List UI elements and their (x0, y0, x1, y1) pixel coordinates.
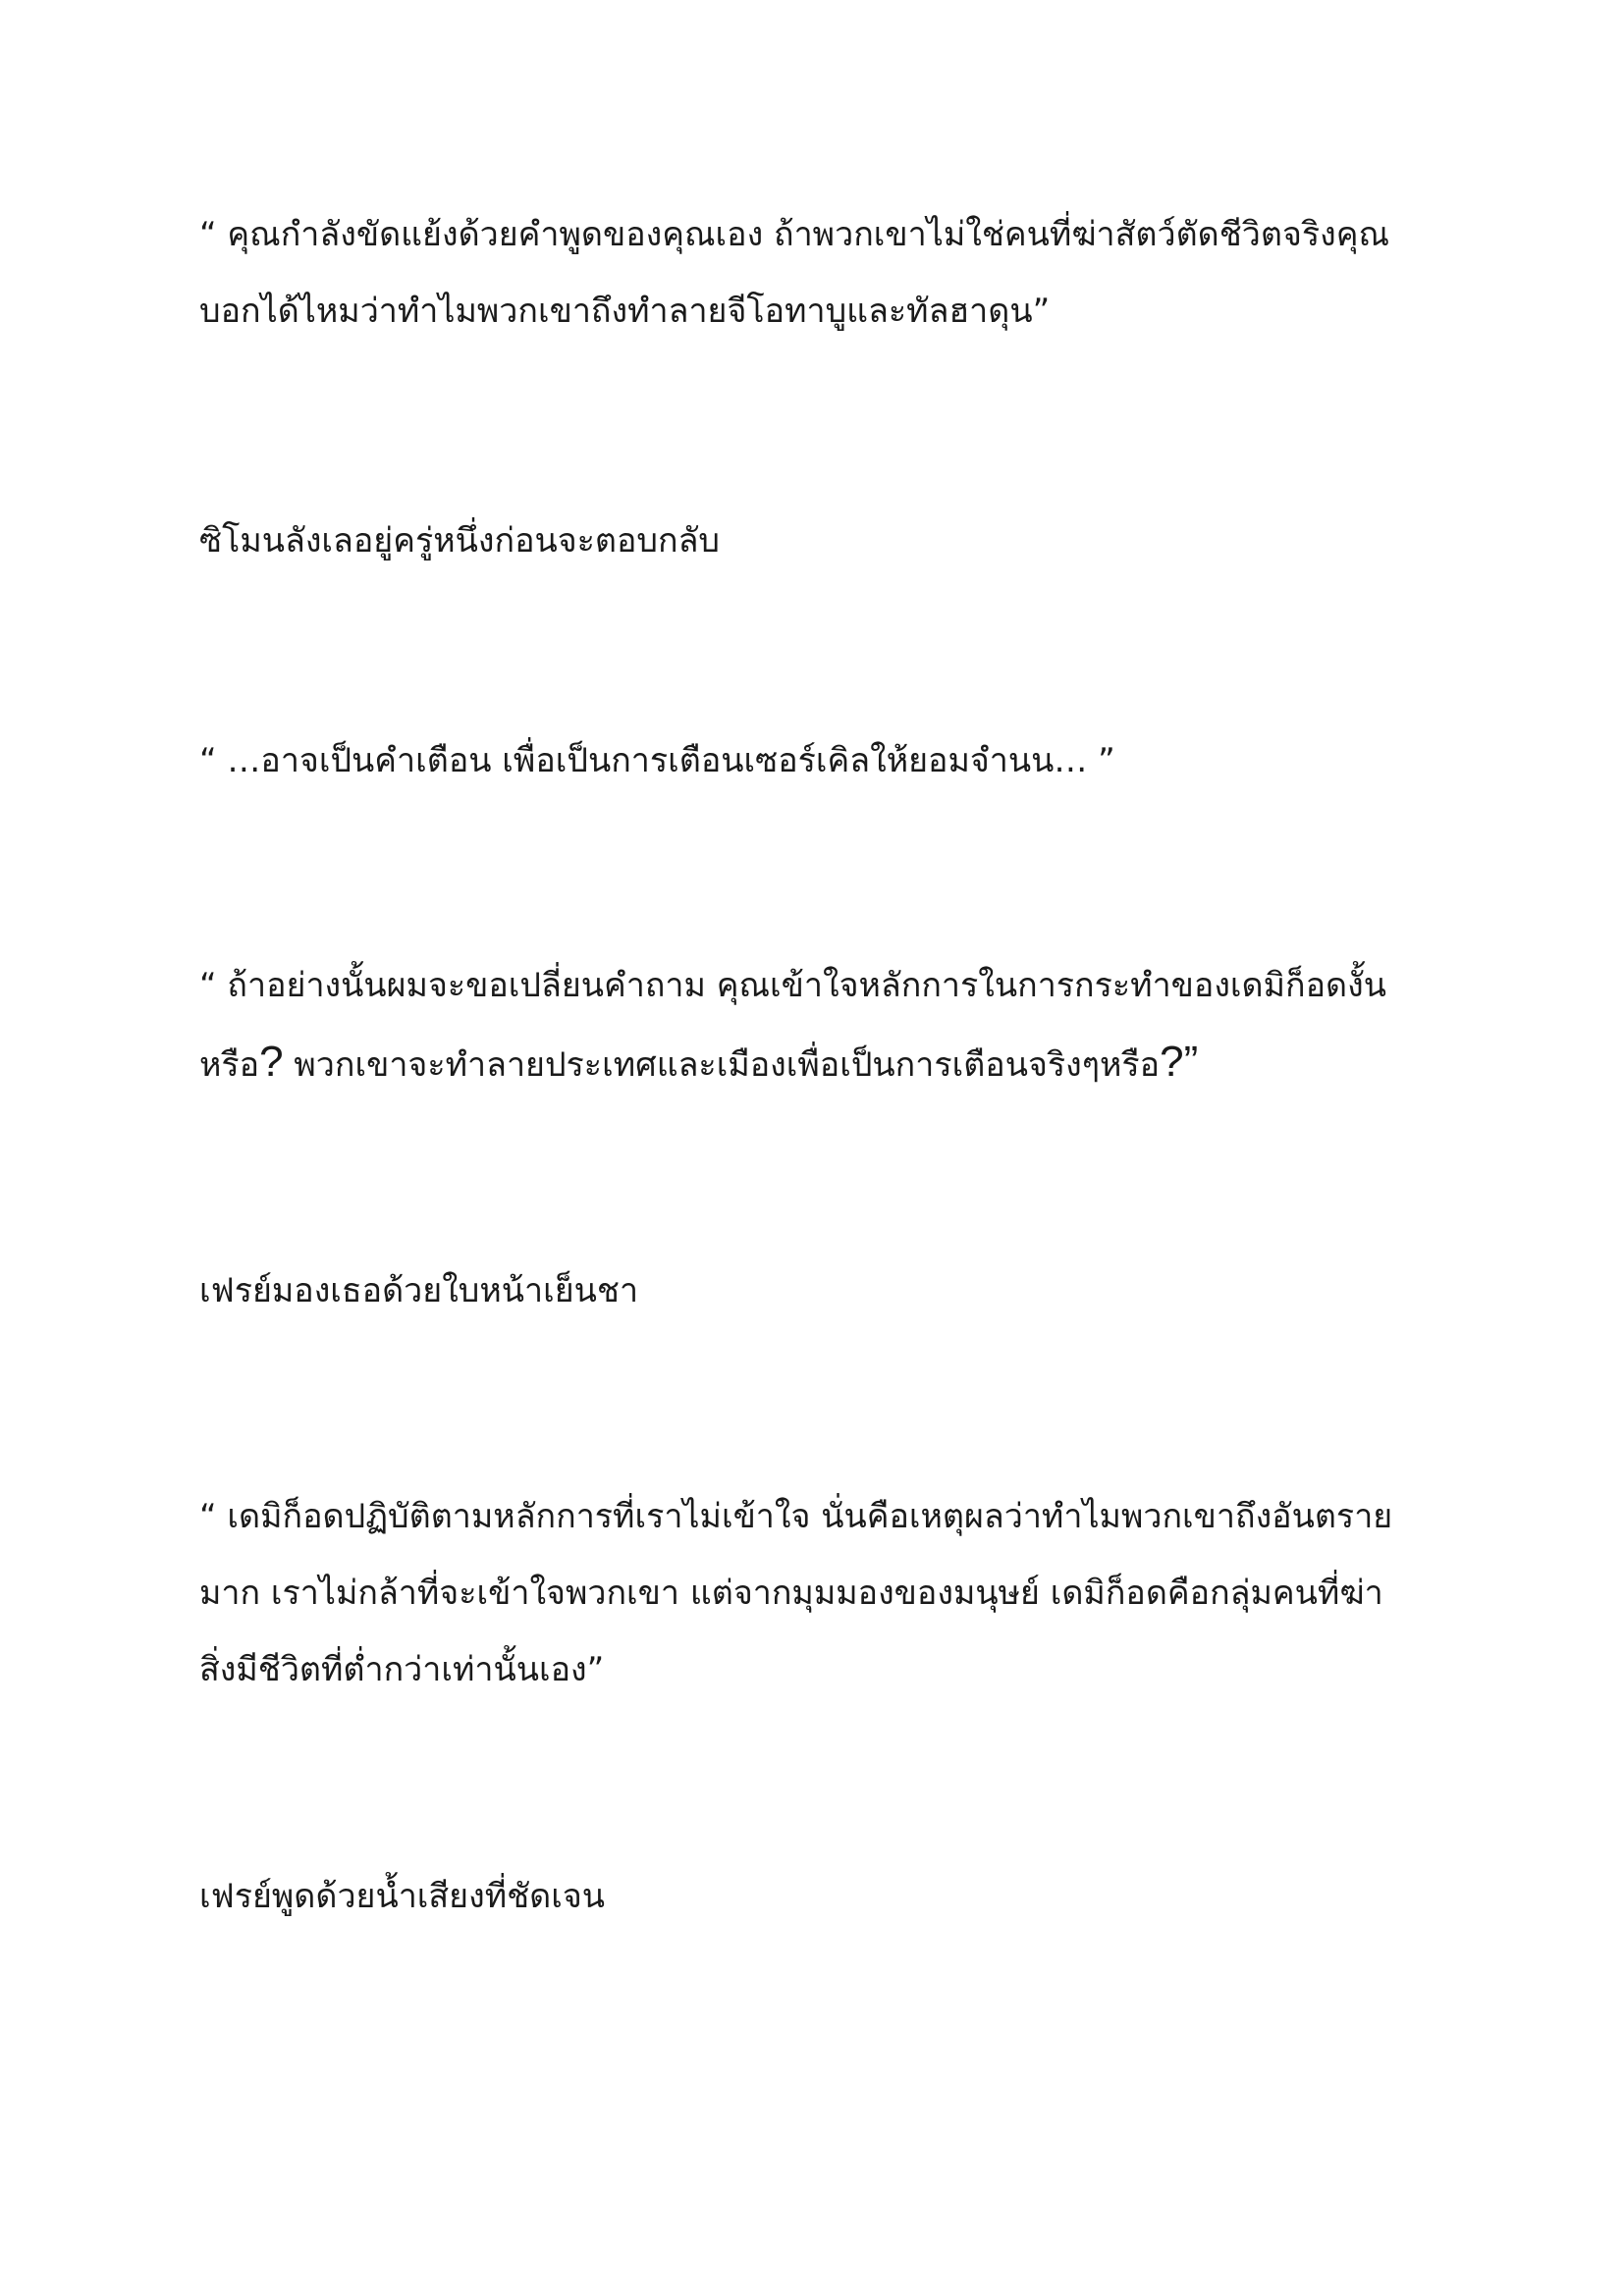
text-line: มาก เราไม่กล้าที่จะเข้าใจพวกเขา แต่จากมุมมองของมนุษย์ เดมิก็อดคือกลุ่มคนที่ฆ่า (199, 1574, 1383, 1613)
paragraph-narration-frey-speaks (199, 1858, 1436, 1935)
text-line: เฟรย์มองเธอด้วยใบหน้าเย็นชา (199, 1271, 639, 1310)
paragraph-dialogue-change-question (199, 947, 1436, 1103)
text-line: “ คุณกำลังขัดแย้งด้วยคำพูดของคุณเอง ถ้าพวกเขาไม่ใช่คนที่ฆ่าสัตว์ตัดชีวิตจริงคุณ (199, 215, 1390, 254)
text-line: “ …อาจเป็นคำเตือน เพื่อเป็นการเตือนเซอร์เคิลให้ยอมจำนน… ” (199, 741, 1115, 780)
text-line: เฟรย์พูดด้วยน้ำเสียงที่ชัดเจน (199, 1877, 606, 1916)
text-line-with-question-marks (199, 1024, 1436, 1103)
paragraph-narration-simone-hesitates (199, 503, 1436, 579)
question-mark-closing-quote: ?” (1160, 1038, 1199, 1086)
text-line: บอกได้ไหมว่าทำไมพวกเขาถึงทำลายจีโอทาบูและทัลฮาดุน” (199, 292, 1051, 331)
text-line: สิ่งมีชีวิตที่ต่ำกว่าเท่านั้นเอง” (199, 1650, 605, 1689)
text-line: “ เดมิก็อดปฏิบัติตามหลักการที่เราไม่เข้าใจ นั่นคือเหตุผลว่าทำไมพวกเขาถึงอันตราย (199, 1497, 1393, 1536)
paragraph-dialogue-demigod-principles (199, 1478, 1436, 1708)
text-segment: หรือ (199, 1045, 260, 1085)
paragraph-narration-frey-looks (199, 1253, 1436, 1329)
paragraph-dialogue-contradiction (199, 196, 1436, 349)
question-mark: ? (259, 1038, 284, 1086)
text-line: ซิโมนลังเลอยู่ครู่หนึ่งก่อนจะตอบกลับ (199, 521, 721, 561)
paragraph-dialogue-warning (199, 722, 1436, 799)
text-segment: พวกเขาจะทำลายประเทศและเมืองเพื่อเป็นการเตือนจริงๆหรือ (283, 1045, 1161, 1085)
text-line: “ ถ้าอย่างนั้นผมจะขอเปลี่ยนคำถาม คุณเข้าใจหลักการในการกระทำของเดมิก็อดงั้น (199, 966, 1386, 1005)
